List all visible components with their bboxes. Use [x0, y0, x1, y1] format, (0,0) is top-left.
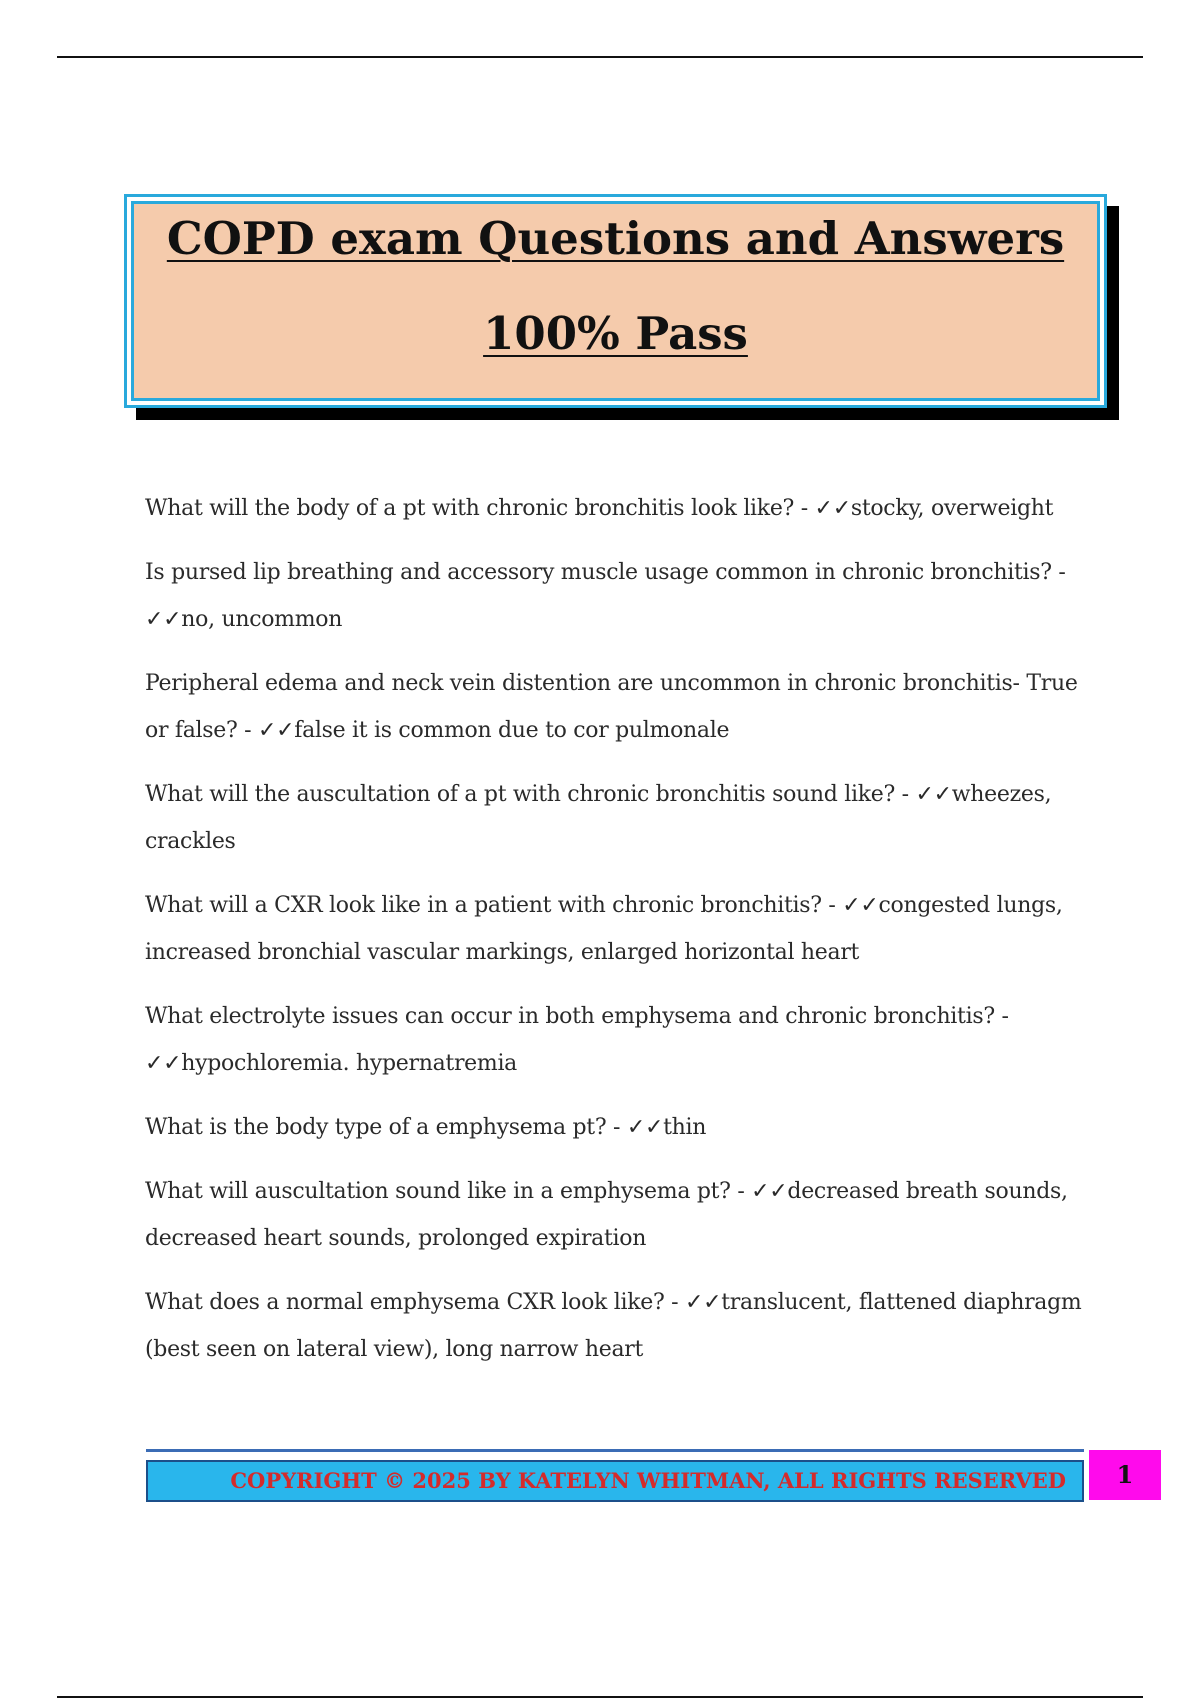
qa-item: What electrolyte issues can occur in both emphysema and chronic bronchitis? - ✓✓hypochloremia. hypernatremia: [145, 1004, 1009, 1076]
top-rule: [57, 56, 1143, 58]
title-banner: [124, 194, 1107, 408]
qa-item: Peripheral edema and neck vein distention are uncommon in chronic bronchitis- True or false? - ✓✓false it is common due to cor pulmonale: [145, 671, 1078, 743]
page-number: 1: [1089, 1450, 1161, 1500]
footer-rule: [146, 1449, 1084, 1452]
document-subtitle: [127, 307, 1104, 360]
qa-item: What will the body of a pt with chronic bronchitis look like? - ✓✓stocky, overweight: [145, 496, 1054, 521]
qa-item: What will a CXR look like in a patient with chronic bronchitis? - ✓✓congested lungs, increased bronchial vascular markings, enlarged horizontal heart: [145, 893, 1063, 965]
document-subtitle-text: 100% Pass: [483, 307, 748, 360]
qa-item: What will auscultation sound like in a emphysema pt? - ✓✓decreased breath sounds, decreased heart sounds, prolonged expiration: [145, 1179, 1068, 1251]
qa-item: What will the auscultation of a pt with chronic bronchitis sound like? - ✓✓wheezes, crackles: [145, 782, 1052, 854]
qa-item: What does a normal emphysema CXR look like? - ✓✓translucent, flattened diaphragm (best seen on lateral view), long narrow heart: [145, 1290, 1082, 1362]
qa-item: Is pursed lip breathing and accessory muscle usage common in chronic bronchitis? - ✓✓no, uncommon: [145, 560, 1066, 632]
document-title-text: COPD exam Questions and Answers: [166, 212, 1065, 265]
bottom-rule: [57, 1696, 1143, 1698]
qa-list: [145, 485, 1085, 1390]
title-box: [124, 194, 1107, 408]
copyright-text: COPYRIGHT © 2025 BY KATELYN WHITMAN, ALL RIGHTS RESERVED: [230, 1468, 1066, 1493]
document-title: [127, 212, 1104, 265]
qa-item: What is the body type of a emphysema pt? - ✓✓thin: [145, 1115, 707, 1140]
copyright-bar: [146, 1460, 1084, 1502]
